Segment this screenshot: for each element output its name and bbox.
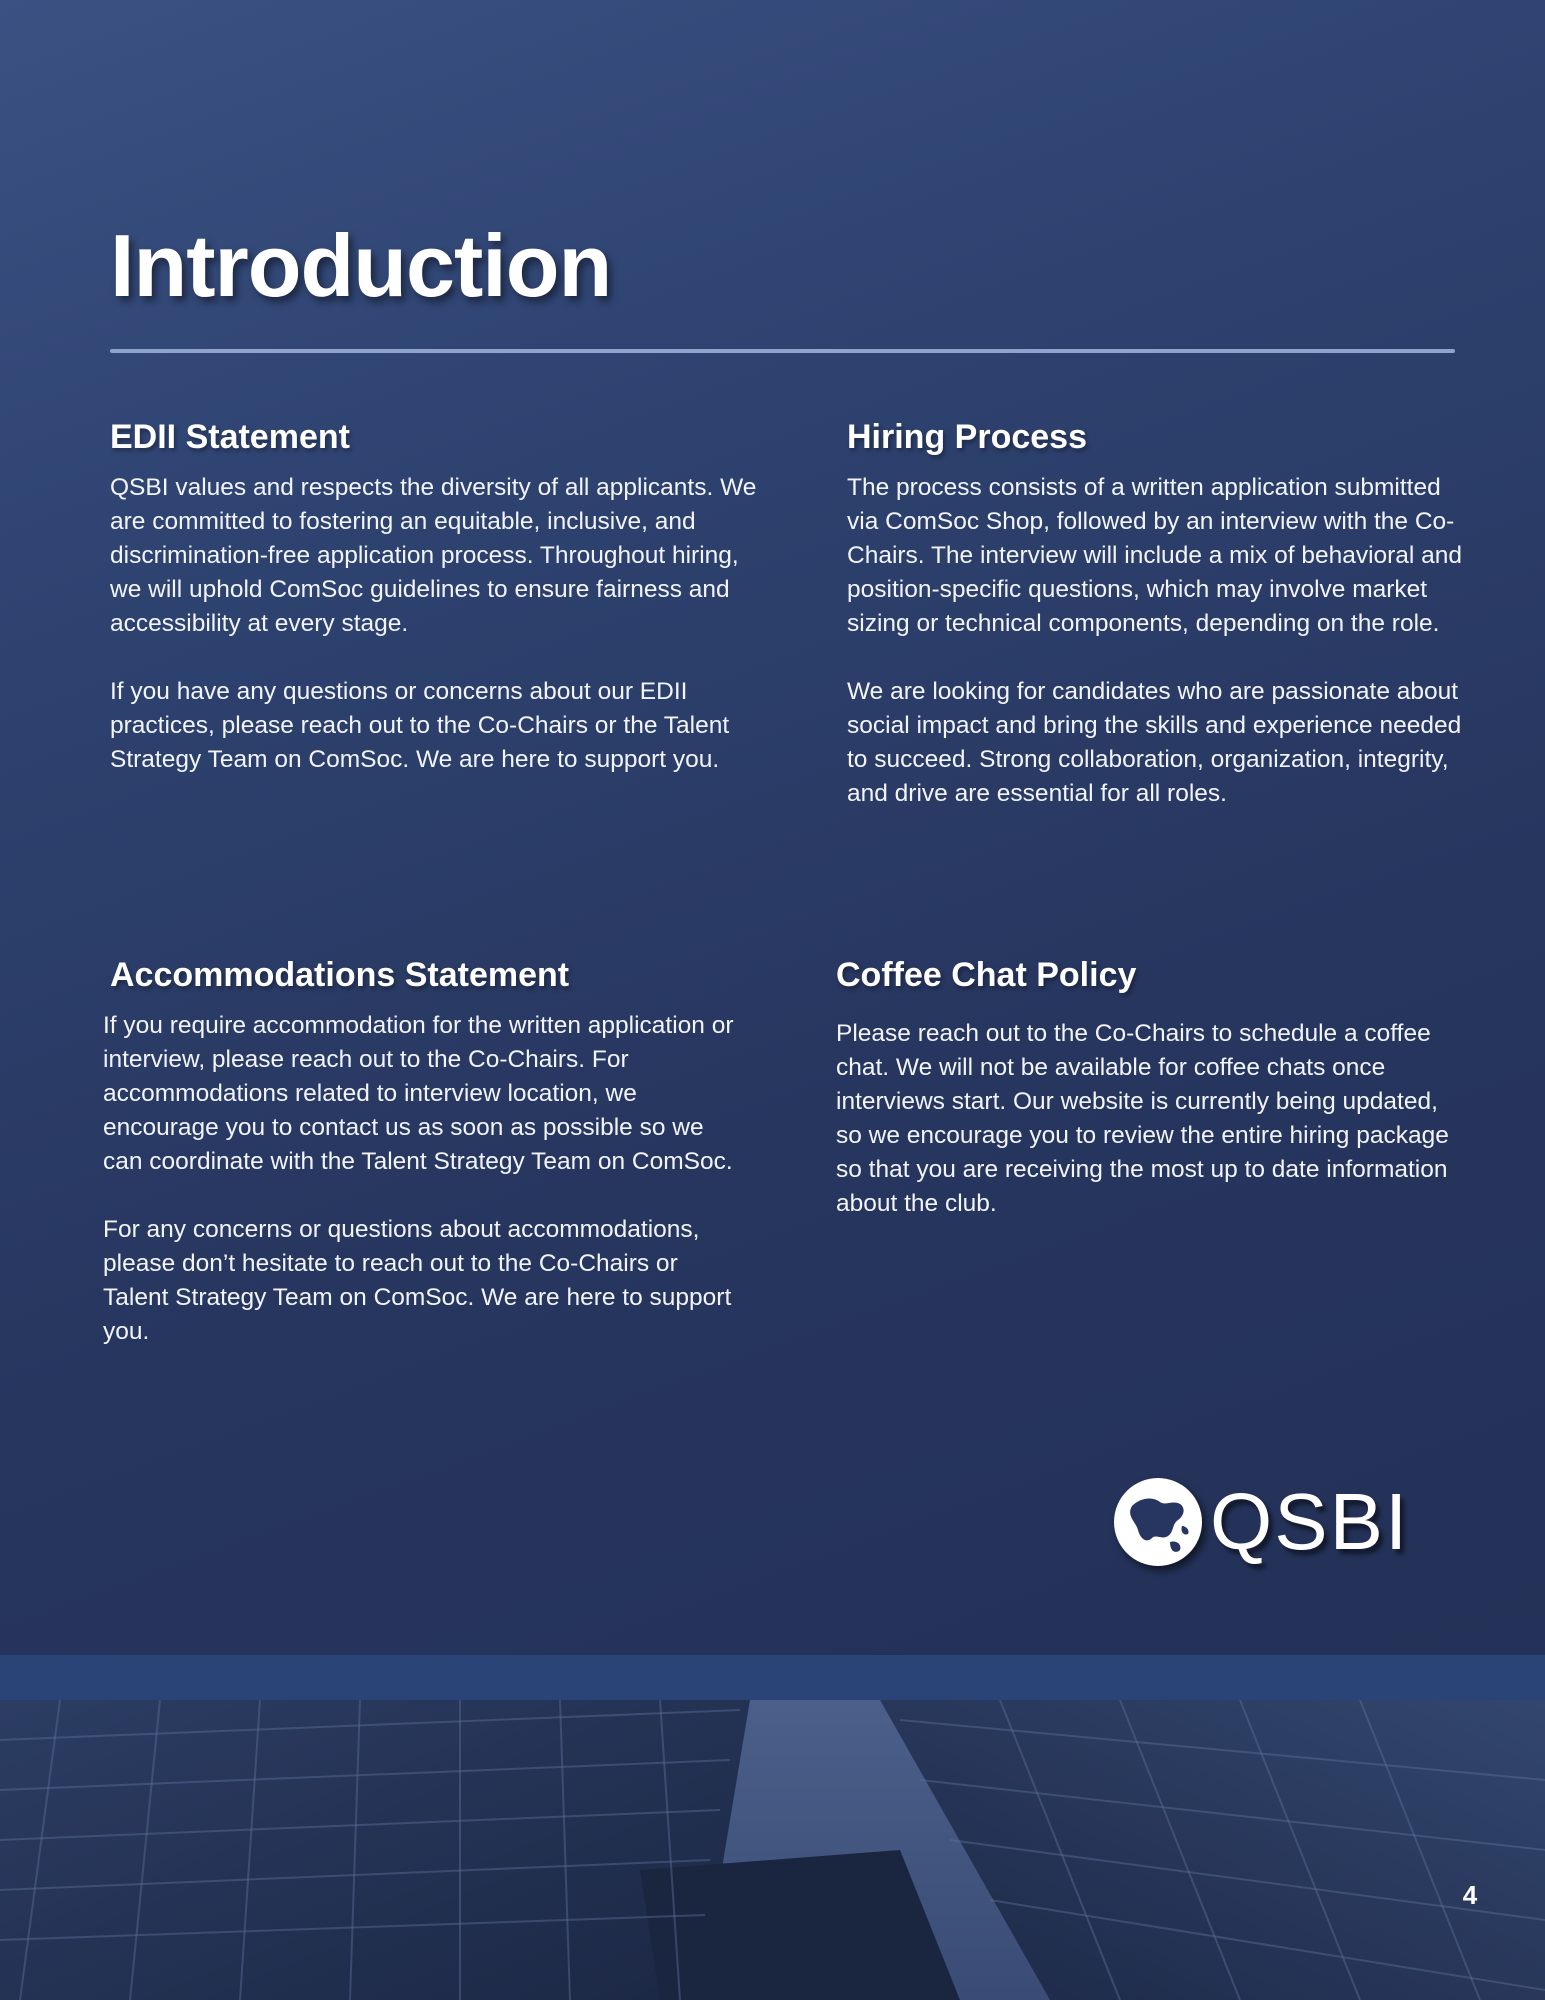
hiring-heading: Hiring Process [847,418,1087,456]
edii-statement-section [110,418,770,811]
coffee-paragraph-1: Please reach out to the Co-Chairs to schedule a coffee chat. We will not be available for coffee chats once interviews start. Our website is currently being updated, so we encourage you to review the entire hiring package so that you are receiving the most up to date information about the club. [836,1020,1449,1217]
accommodations-heading: Accommodations Statement [110,956,570,994]
skyscraper-photo [0,1700,1545,2000]
coffee-heading: Coffee Chat Policy [836,956,1137,994]
edii-paragraph-2: If you have any questions or concerns about our EDII practices, please reach out to the Co-Chairs or the Talent Strategy Team on ComSoc. We are here to support you. [110,678,730,773]
qsbi-logo [1112,1472,1432,1572]
page-title: Introduction [110,216,612,315]
hiring-paragraph-1: The process consists of a written application submitted via ComSoc Shop, followed by an interview with the Co-Chairs. The interview will include a mix of behavioral and position-specific questions, which may involve market sizing or technical components, depending on the role. [847,474,1463,637]
edii-paragraph-1: QSBI values and respects the diversity of all applicants. We are committed to fostering an equitable, inclusive, and discrimination-free application process. Throughout hiring, we will uphold ComSoc guidelines to ensure fairness and accessibility at every stage. [110,474,757,637]
accommodations-paragraph-2: For any concerns or questions about accommodations, please don’t hesitate to reach out to the Co-Chairs or Talent Strategy Team on ComSoc. We are here to support you. [103,1216,732,1345]
hiring-paragraph-2: We are looking for candidates who are passionate about social impact and bring the skills and experience needed to succeed. Strong collaboration, organization, integrity, and drive are essential for all roles. [847,678,1462,807]
footer-band [0,1655,1545,1700]
title-divider [110,349,1455,353]
logo-text: QSBI [1210,1477,1410,1566]
coffee-chat-section [836,956,1456,1255]
accommodations-paragraph-1: If you require accommodation for the written application or interview, please reach out to the Co-Chairs. For accommodations related to interview location, we encourage you to contact us as soon as possible so we can coordinate with the Talent Strategy Team on ComSoc. [103,1012,734,1175]
hiring-process-section [847,418,1467,845]
globe-icon [1112,1476,1204,1568]
page-number: 4 [1462,1880,1478,1910]
accommodations-section [103,956,743,1383]
edii-heading: EDII Statement [110,418,350,456]
